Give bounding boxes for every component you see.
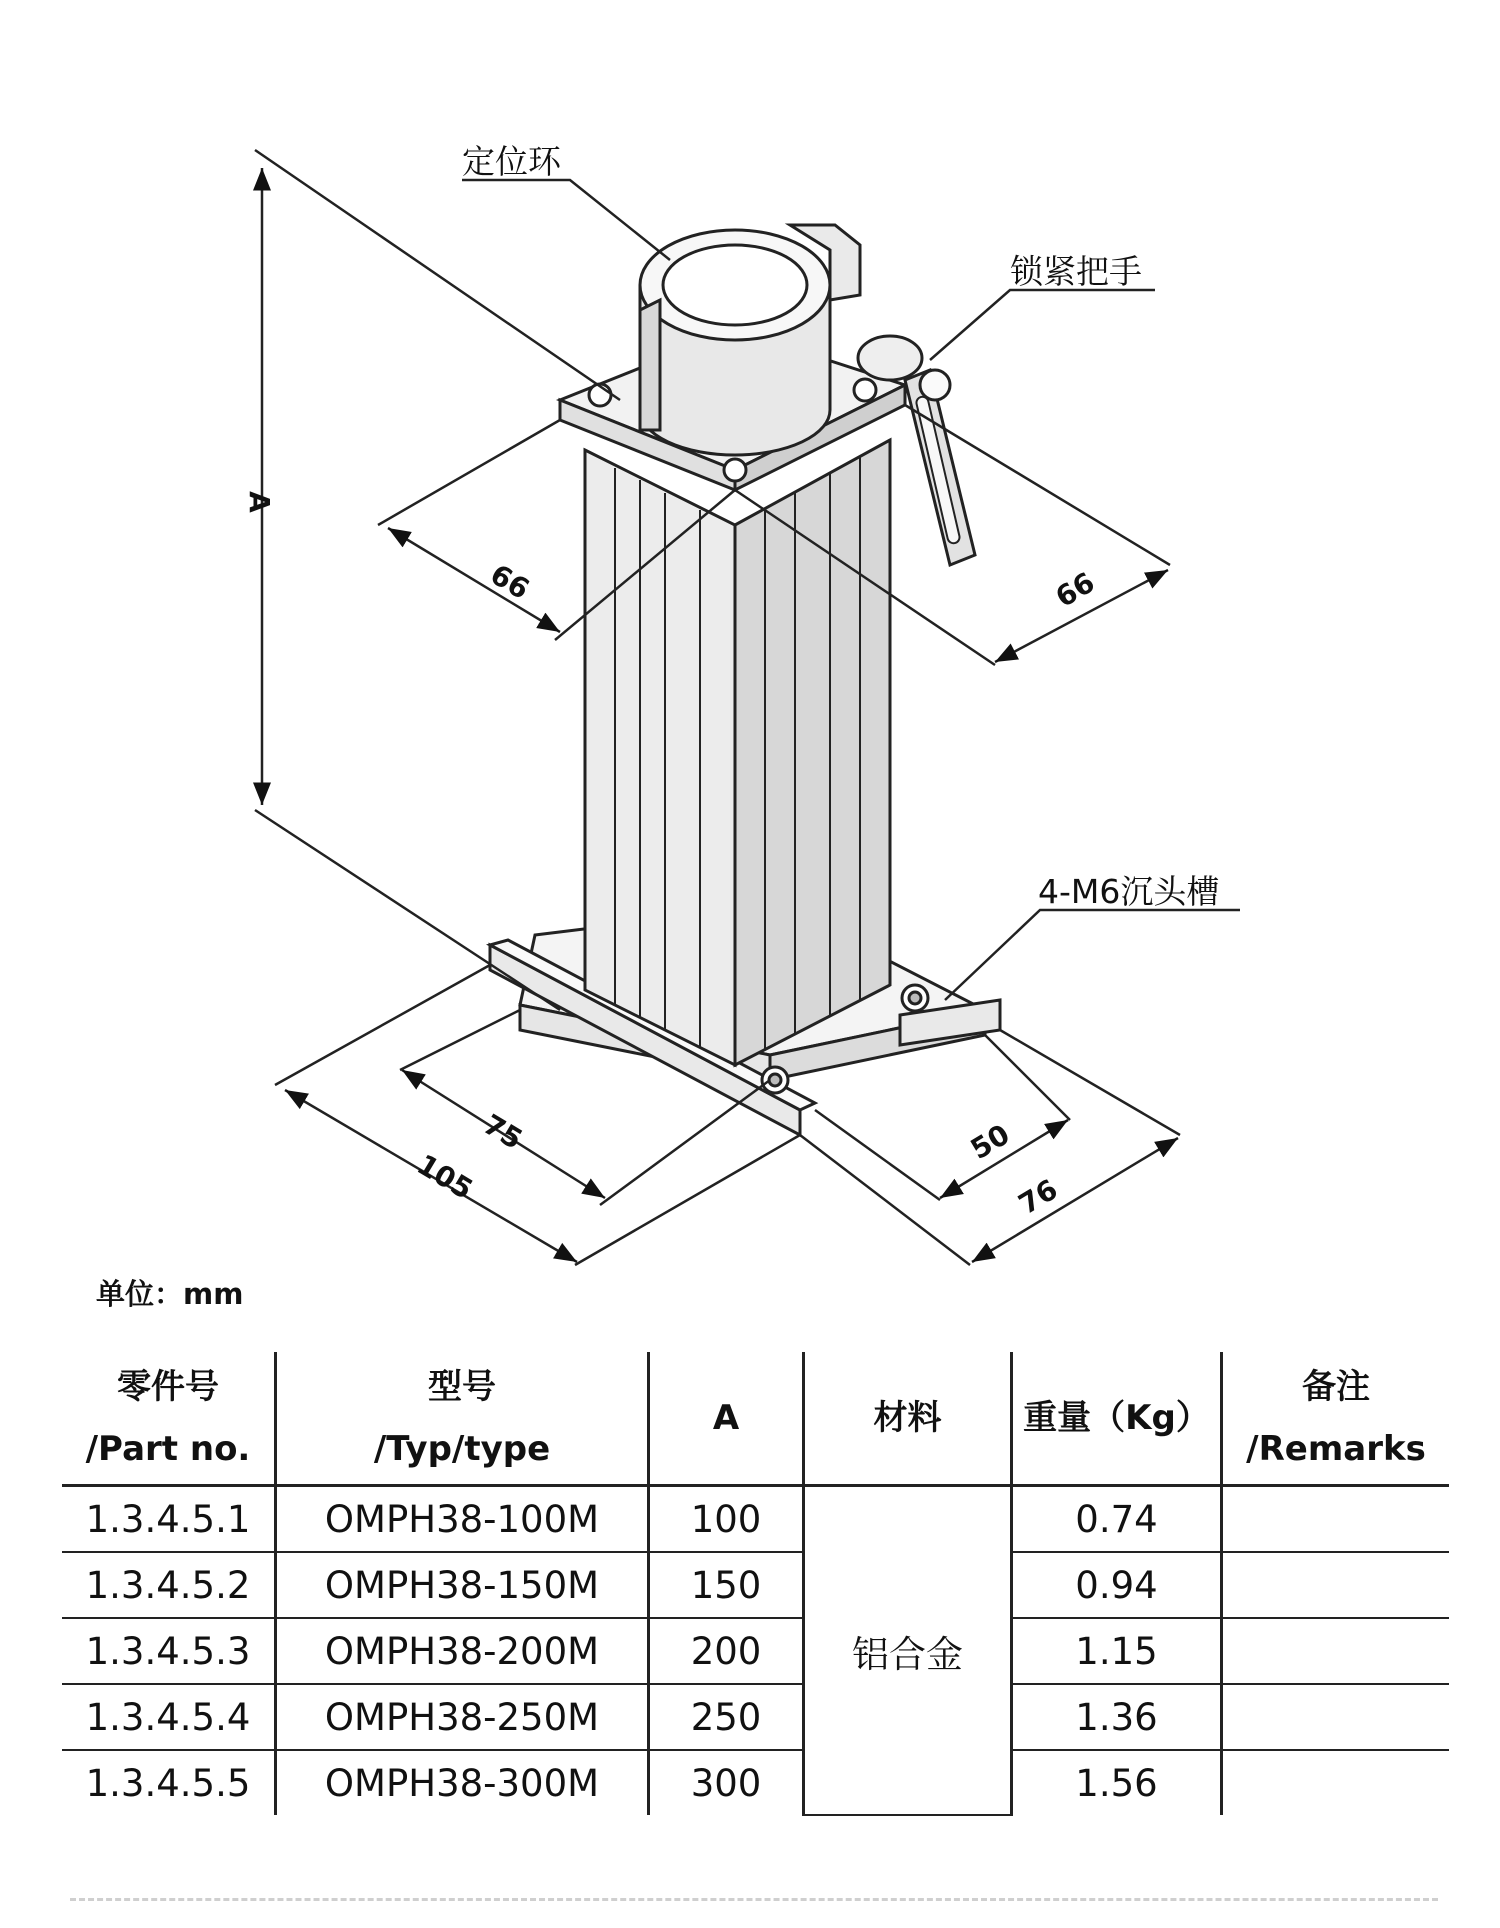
bottom-divider xyxy=(70,1898,1438,1901)
cell-part: 1.3.4.5.3 xyxy=(62,1618,276,1684)
table-row xyxy=(62,1684,1449,1750)
header-a: A xyxy=(649,1352,804,1486)
cell-part: 1.3.4.5.5 xyxy=(85,1761,251,1805)
cell-type: OMPH38-300M xyxy=(276,1750,649,1815)
cell-remarks xyxy=(1222,1684,1450,1750)
unit-label: 单位： xyxy=(96,1277,184,1311)
unit-note xyxy=(96,1272,243,1313)
header-type-en: /Typ/type xyxy=(373,1429,551,1469)
cell-remarks xyxy=(1222,1486,1450,1553)
cell-weight: 0.94 xyxy=(1012,1552,1222,1618)
cell-part: 1.3.4.5.1 xyxy=(62,1486,276,1553)
cell-type: OMPH38-200M xyxy=(276,1618,649,1684)
dimension-base-outer-left-label: 105 xyxy=(411,1147,479,1207)
cell-type: OMPH38-250M xyxy=(276,1684,649,1750)
dimension-a xyxy=(255,150,620,1010)
cell-a: 150 xyxy=(649,1552,804,1618)
cell-a: 100 xyxy=(649,1486,804,1553)
aluminum-column xyxy=(585,440,890,1065)
header-remarks-en: /Remarks xyxy=(1246,1429,1426,1469)
cell-weight: 1.15 xyxy=(1012,1618,1222,1684)
header-part-no xyxy=(62,1352,276,1486)
header-remarks-cn: 备注 xyxy=(1302,1367,1370,1407)
dimension-base-outer-right-label: 76 xyxy=(1012,1172,1064,1222)
callout-locating-ring: 定位环 xyxy=(462,142,561,181)
header-part-cn: 零件号 xyxy=(117,1367,219,1407)
header-type-cn: 型号 xyxy=(428,1367,496,1407)
dimension-top-right-label: 66 xyxy=(1049,565,1101,615)
header-material: 材料 xyxy=(804,1352,1012,1486)
header-remarks xyxy=(1222,1352,1450,1486)
dimension-top-left-label: 66 xyxy=(484,557,536,607)
table-row xyxy=(62,1486,1449,1553)
table-row xyxy=(62,1552,1449,1618)
cell-a: 300 xyxy=(649,1750,804,1815)
unit-value: mm xyxy=(183,1277,244,1311)
dimension-base-inner-left-label: 75 xyxy=(477,1107,529,1157)
cell-type: OMPH38-150M xyxy=(276,1552,649,1618)
cell-material: 铝合金 xyxy=(804,1486,1012,1816)
spec-table xyxy=(62,1352,1449,1816)
header-type xyxy=(276,1352,649,1486)
dimension-a-label: A xyxy=(243,491,276,513)
cell-weight: 1.56 xyxy=(1012,1750,1222,1815)
header-weight: 重量（Kg） xyxy=(1012,1352,1222,1486)
table-row xyxy=(62,1750,1449,1815)
cell-part: 1.3.4.5.4 xyxy=(62,1684,276,1750)
cell-type: OMPH38-100M xyxy=(276,1486,649,1553)
cell-remarks xyxy=(1222,1552,1450,1618)
locating-ring xyxy=(640,225,860,455)
cell-weight: 1.36 xyxy=(1012,1684,1222,1750)
callout-counterbore-slot: 4-M6沉头槽 xyxy=(1038,872,1220,911)
cell-a: 200 xyxy=(649,1618,804,1684)
cell-remarks xyxy=(1222,1750,1450,1815)
callout-locking-handle: 锁紧把手 xyxy=(1010,252,1142,291)
cell-remarks xyxy=(1222,1618,1450,1684)
cell-weight: 0.74 xyxy=(1012,1486,1222,1553)
table-row xyxy=(62,1618,1449,1684)
cell-a: 250 xyxy=(649,1684,804,1750)
dimension-base-inner-right-label: 50 xyxy=(964,1117,1016,1167)
cell-part: 1.3.4.5.2 xyxy=(62,1552,276,1618)
header-part-en: /Part no. xyxy=(85,1429,251,1469)
table-header-row xyxy=(62,1352,1449,1486)
